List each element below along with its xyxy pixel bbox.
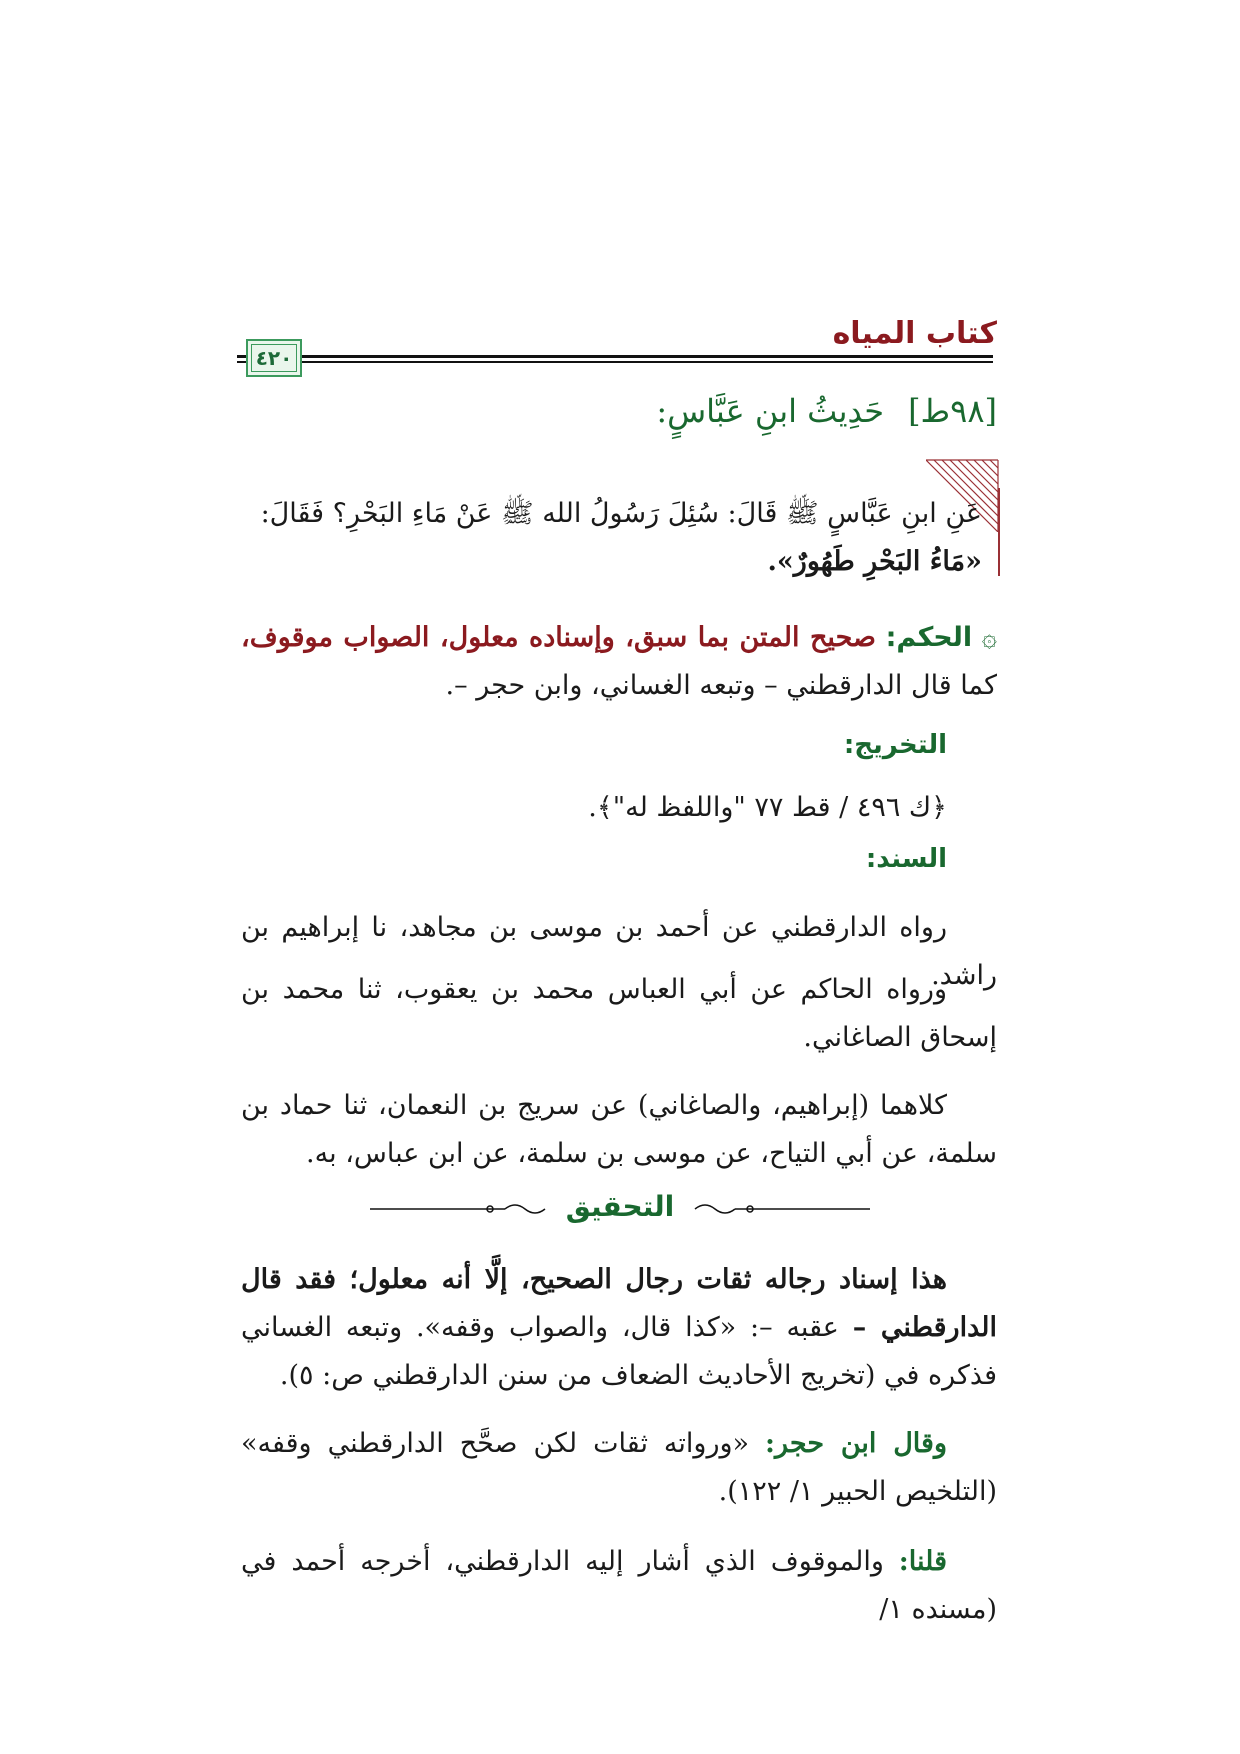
tahqiq-p1-rest: عقبه –: «كذا قال، والصواب وقفه». وتبعه الغساني فذكره في (تخريج الأحاديث الضعاف من سنن الدارقطني ص: ٥). — [241, 1312, 997, 1391]
takhrij-text: ﴿ك ٤٩٦ / قط ٧٧ "واللفظ له"﴾. — [588, 792, 947, 823]
ibn-hajar-label: وقال ابن حجر: — [765, 1428, 947, 1459]
page-number-badge — [246, 339, 302, 377]
ruling-verdict: صحيح المتن بما سبق، وإسناده معلول، الصواب موقوف، — [241, 622, 876, 653]
tahqiq-p1-bold: هذا إسناد رجاله ثقات رجال الصحيح، إلَّا أنه معلول؛ فقد قال الدارقطني – — [241, 1264, 997, 1343]
ruling-label: الحكم: — [885, 622, 973, 653]
ruling-ornament-icon: ۞ — [981, 623, 998, 653]
sanad-paragraph-3: كلاهما (إبراهيم، والصاغاني) عن سريج بن النعمان، ثنا حماد بن سلمة، عن أبي التياح، عن موسى بن سلمة، عن ابن عباس، به. — [241, 1090, 997, 1169]
ruling-rest: كما قال الدارقطني – وتبعه الغساني، وابن حجر –. — [445, 670, 997, 701]
tahqiq-p2-rest: «ورواته ثقات لكن صحَّح الدارقطني وقفه» (التلخيص الحبير ١/ ١٢٢). — [241, 1428, 997, 1507]
hadith-heading — [656, 392, 997, 430]
takhrij-label: التخريج: — [843, 730, 947, 760]
tahqiq-p3-rest: والموقوف الذي أشار إليه الدارقطني، أخرجه أحمد في (مسنده ١/ — [241, 1546, 997, 1625]
qulna-label: قلنا: — [898, 1546, 947, 1577]
header-rule — [237, 355, 993, 358]
sanad-paragraph-1: رواه الدارقطني عن أحمد بن موسى بن مجاهد، نا إبراهيم بن راشد. — [241, 912, 997, 991]
sanad-label: السند: — [865, 844, 947, 874]
book-title: كتاب المياه — [832, 316, 997, 351]
hadith-number: [٩٨ط] — [908, 392, 997, 430]
sanad-paragraph-2: ورواه الحاكم عن أبي العباس محمد بن يعقوب، ثنا محمد بن إسحاق الصاغاني. — [241, 974, 997, 1053]
tahqiq-paragraph-2 — [241, 1420, 997, 1516]
ruling-paragraph — [241, 614, 997, 710]
tahqiq-paragraph-1 — [241, 1256, 997, 1400]
page-number: ٤٢٠ — [255, 346, 293, 370]
header-rule-thin — [237, 361, 993, 363]
tahqiq-heading: التحقيق — [565, 1190, 675, 1223]
hadith-quote — [252, 490, 982, 586]
quote-line-2: «مَاءُ البَحْرِ طَهُورٌ». — [767, 546, 982, 577]
quote-line-1: عَنِ ابنِ عَبَّاسٍ ﷺ قَالَ: سُئِلَ رَسُولُ الله ﷺ عَنْ مَاءِ البَحْرِ؟ فَقَالَ: — [260, 498, 982, 529]
quote-border — [998, 488, 1000, 576]
tahqiq-paragraph-3 — [241, 1538, 997, 1634]
hadith-title: حَدِيثُ ابنِ عَبَّاسٍ: — [656, 392, 885, 430]
